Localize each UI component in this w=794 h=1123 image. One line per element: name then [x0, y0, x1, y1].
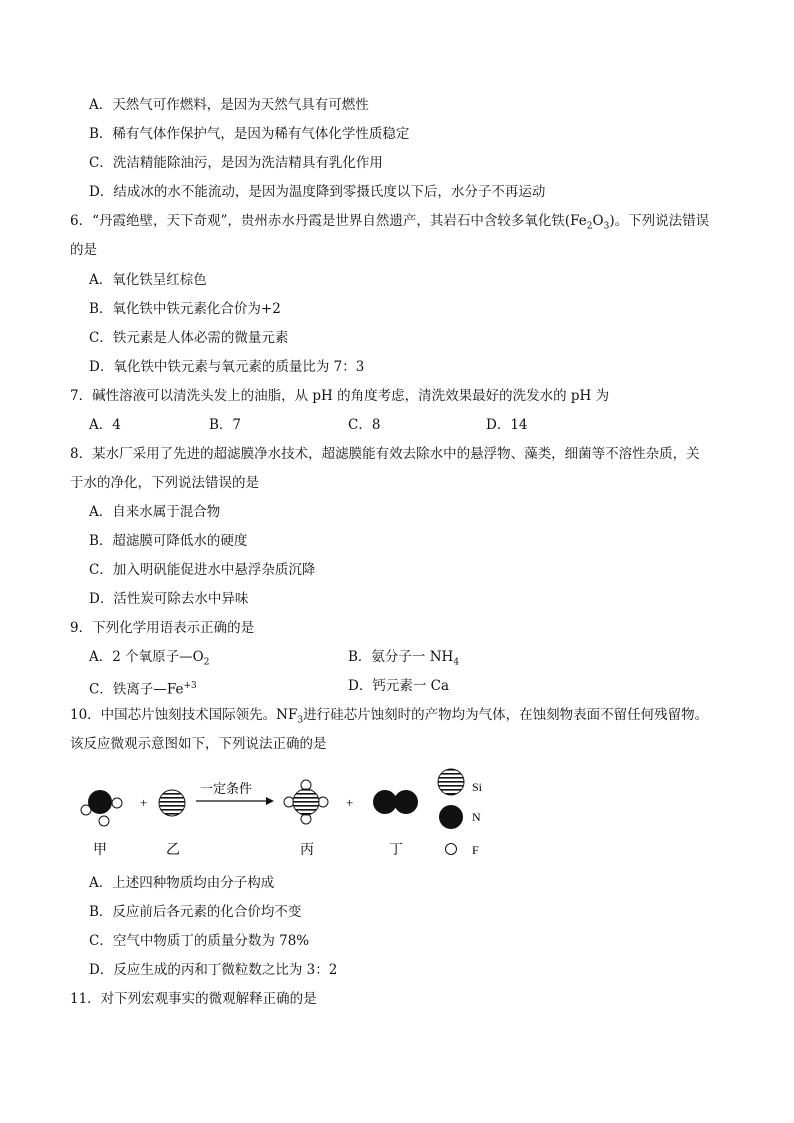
molecule-ding — [373, 790, 418, 814]
label-jia: 甲 — [93, 842, 107, 858]
legend-f-symbol — [446, 844, 457, 855]
legend-si-label: Si — [472, 780, 483, 794]
q10-option-b: B．反应前后各元素的化合价均不变 — [89, 904, 302, 920]
molecule-yi — [159, 790, 185, 816]
label-bing: 丙 — [300, 842, 314, 858]
q9-option-a: A．2 个氧原子$—O_2$ — [89, 649, 210, 668]
q5-option-c: C．洗洁精能除油污，是因为洗洁精具有乳化作用 — [89, 155, 383, 171]
label-ding: 丁 — [389, 842, 403, 858]
q6-stem-cont: 的是 — [70, 242, 97, 258]
q7-option-c: C．8 — [348, 417, 381, 433]
q7-stem: 7．碱性溶液可以清洗头发上的油脂，从 pH 的角度考虑，清洗效果最好的洗发水的 pH 为 — [70, 388, 610, 404]
q6-option-c: C．铁元素是人体必需的微量元素 — [89, 330, 289, 346]
condition-text: 一定条件 — [200, 782, 253, 797]
q7-option-a: A．4 — [89, 417, 121, 433]
plus-sign-1: + — [140, 795, 148, 810]
si-atom — [293, 789, 319, 815]
q6-option-a: A．氧化铁呈红棕色 — [89, 272, 207, 288]
legend-n-symbol — [439, 805, 463, 829]
molecule-jia — [81, 790, 122, 826]
q10-option-a: A．上述四种物质均由分子构成 — [89, 875, 275, 891]
q10-stem-cont: 该反应微观示意图如下，下列说法正确的是 — [70, 736, 327, 752]
q5-option-a: A．天然气可作燃料，是因为天然气具有可燃性 — [89, 97, 369, 113]
q6-option-d: D．氧化铁中铁元素与氧元素的质量比为 7：3 — [89, 359, 365, 375]
q5-option-b: B．稀有气体作保护气，是因为稀有气体化学性质稳定 — [89, 126, 410, 142]
q7-option-b: B．7 — [209, 417, 242, 433]
legend-n-label: N — [472, 810, 481, 824]
f-atom — [99, 816, 109, 826]
q10-stem: 10．中国芯片蚀刻技术国际领先。$NF_3$进行硅芯片蚀刻时的产物均为气体，在蚀刻物表面不留任何残留物。 — [70, 707, 709, 726]
q9-stem: 9．下列化学用语表示正确的是 — [70, 620, 255, 636]
legend-si-symbol — [438, 769, 464, 795]
label-yi: 乙 — [166, 842, 180, 858]
q5-option-d: D．结成冰的水不能流动，是因为温度降到零摄氏度以下后，水分子不再运动 — [89, 184, 546, 200]
q9-option-d: D．钙元素一 Ca — [348, 678, 449, 694]
q8-stem: 8．某水厂采用了先进的超滤膜净水技术，超滤膜能有效去除水中的悬浮物、藻类，细菌等不溶性杂质，关 — [70, 446, 700, 462]
n-atom — [88, 790, 112, 814]
reaction-diagram — [60, 765, 530, 865]
q6-option-b: B．氧化铁中铁元素化合价为+2 — [89, 301, 281, 317]
q8-option-b: B．超滤膜可降低水的硬度 — [89, 533, 248, 549]
q9-option-b: B．氨分子一 $NH_4$ — [348, 649, 460, 668]
molecule-bing — [284, 780, 328, 824]
q8-stem-cont: 于水的净化，下列说法错误的是 — [70, 475, 259, 491]
legend-f-label: F — [472, 843, 479, 857]
plus-sign-2: + — [346, 795, 354, 810]
q7-option-d: D．14 — [486, 417, 528, 433]
f-atom — [112, 798, 122, 808]
q8-option-d: D．活性炭可除去水中异味 — [89, 591, 249, 607]
q10-option-d: D．反应生成的丙和丁微粒数之比为 3：2 — [89, 962, 338, 978]
q9-option-c: C．铁离子$—Fe^{+3}$ — [89, 681, 197, 698]
q8-option-a: A．自来水属于混合物 — [89, 504, 221, 520]
q11-stem: 11．对下列宏观事实的微观解释正确的是 — [70, 991, 317, 1007]
q6-stem: 6．“丹霞绝壁，天下奇观”，贵州赤水丹霞是世界自然遗产，其岩石中含较多氧化铁$(Fe_2O_3)$。下列说法错误 — [70, 213, 710, 232]
legend — [438, 769, 483, 857]
n-atom — [394, 790, 418, 814]
q10-option-c: C．空气中物质丁的质量分数为 78% — [89, 933, 310, 949]
q8-option-c: C．加入明矾能促进水中悬浮杂质沉降 — [89, 562, 316, 578]
arrow-head — [266, 797, 274, 805]
n-atom — [373, 790, 397, 814]
